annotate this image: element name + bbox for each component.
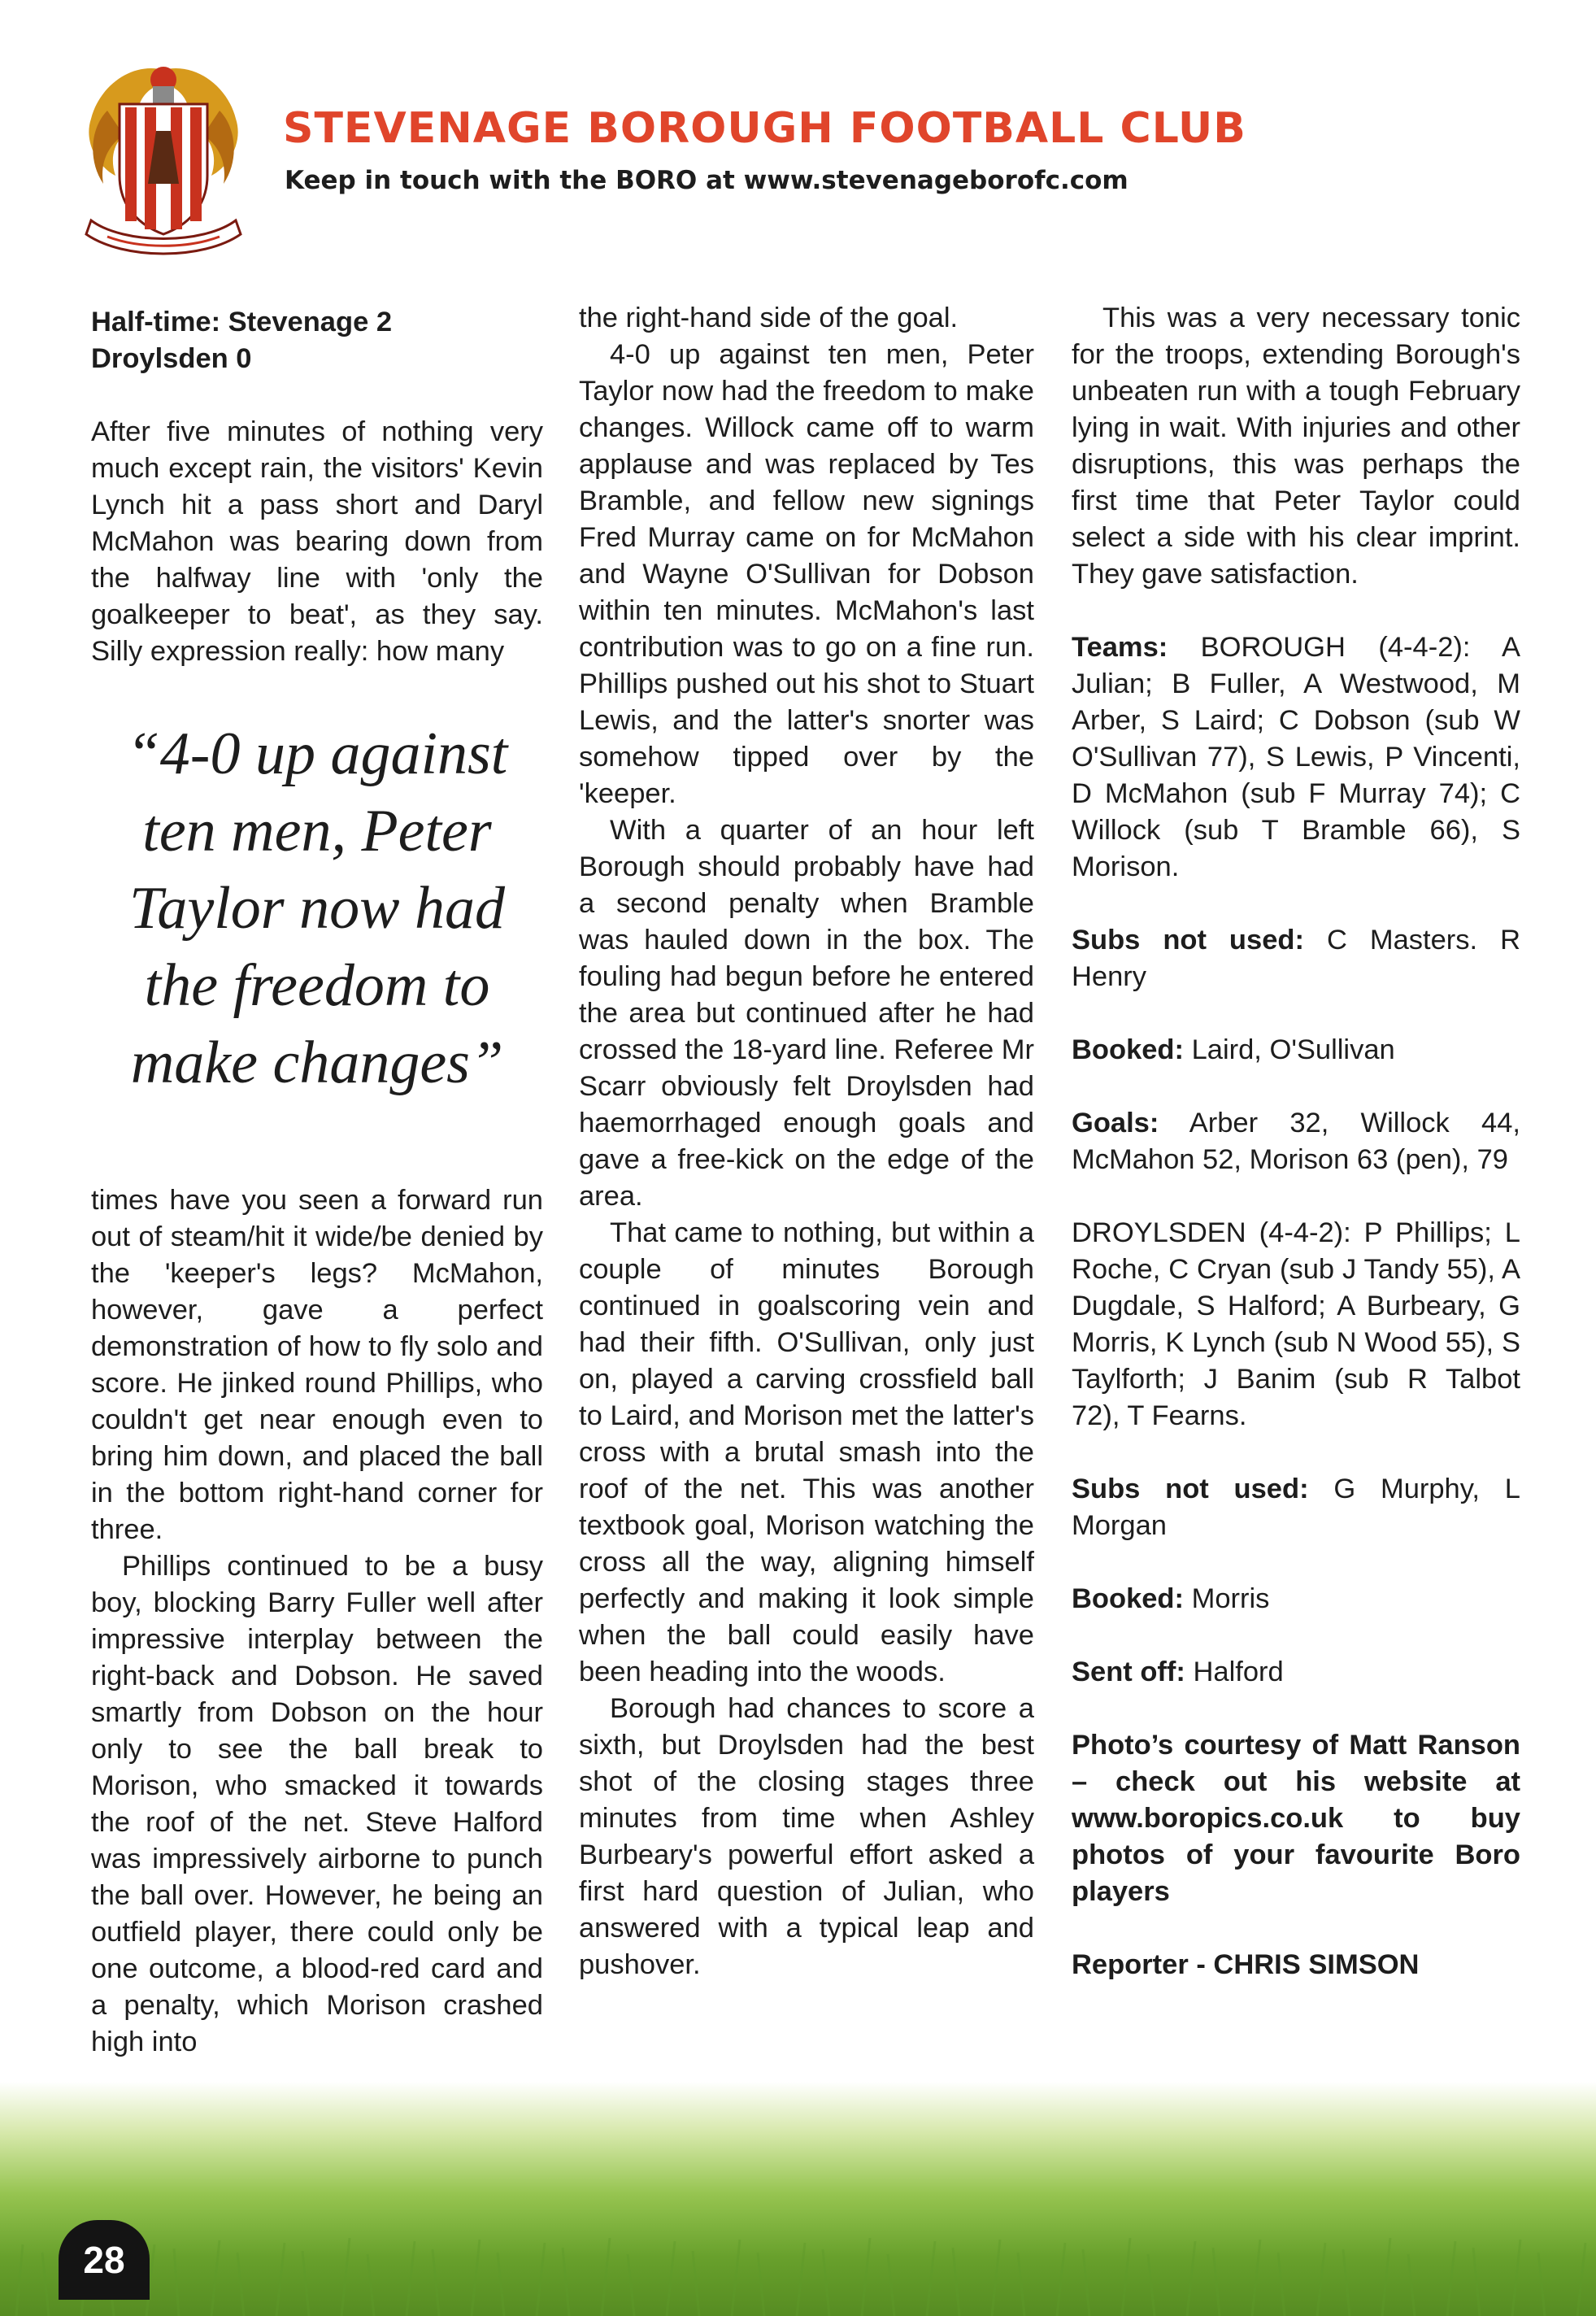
booked-label: Booked:	[1072, 1034, 1184, 1065]
borough-subs-text: C Masters. R Henry	[1072, 925, 1520, 992]
article-column-1-bottom	[91, 1182, 543, 2061]
subs-label: Subs not used:	[1072, 925, 1304, 956]
droylsden-sent-off	[1072, 1654, 1520, 1691]
subs-label: Subs not used:	[1072, 1474, 1309, 1504]
borough-goals-text: Arber 32, Willock 44, McMahon 52, Morison 63 (pen), 79	[1072, 1108, 1520, 1175]
droylsden-lineup: DROYLSDEN (4-4-2): P Phillips; L Roche, C Cryan (sub J Tandy 55), A Dugdale, S Halford; A Burbeary, G Morris, K Lynch (sub N Wood 55), S Taylforth; J Banim (sub R Talbot 72), T Fearns.	[1072, 1217, 1520, 1431]
grass-blades-decoration	[0, 2082, 1596, 2316]
borough-goals	[1072, 1105, 1520, 1178]
article-column-3	[1072, 300, 1520, 1983]
article-paragraph: Borough had chances to score a sixth, but Droylsden had the best shot of the closing stages three minutes from time when Ashley Burbeary's powerful effort asked a first hard question of Julian, who answered with a typical leap and pushover.	[579, 1693, 1034, 1980]
droylsden-sent-off-text: Halford	[1193, 1656, 1284, 1687]
halftime-score-line-2: Droylsden 0	[91, 343, 252, 374]
article-paragraph: Phillips continued to be a busy boy, blocking Barry Fuller well after impressive interplay between the right-back and Dobson. He saved smartly from Dobson on the hour only to see the ball break to Morison, who smacked it towards the roof of the net. Steve Halford was impressively airborne to punch the ball over. However, he being an outfield player, there could only be one outcome, a blood-red card and a penalty, which Morison crashed high into	[91, 1551, 543, 2057]
club-title: STEVENAGE BOROUGH FOOTBALL CLUB	[283, 104, 1246, 153]
droylsden-subs-text: G Murphy, L Morgan	[1072, 1474, 1520, 1541]
borough-booked	[1072, 1032, 1520, 1069]
article-paragraph: 4-0 up against ten men, Peter Taylor now had the freedom to make changes. Willock came off to warm applause and was replaced by Tes Bramble, and fellow new signings Fred Murray came on for McMahon and Wayne O'Sullivan for Dobson within ten minutes. McMahon's last contribution was to go on a fine run. Phillips pushed out his shot to Stuart Lewis, and the latter's snorter was somehow tipped over by the 'keeper.	[579, 339, 1034, 809]
droylsden-booked-text: Morris	[1191, 1583, 1270, 1614]
borough-lineup-text: BOROUGH (4-4-2): A Julian; B Fuller, A Westwood, M Arber, S Laird; C Dobson (sub W O'Sullivan 77), S Lewis, P Vincenti, D McMahon (sub F Murray 74); C Willock (sub T Bramble 66), S Morison.	[1072, 632, 1520, 882]
goals-label: Goals:	[1072, 1108, 1159, 1138]
borough-lineup	[1072, 629, 1520, 886]
borough-booked-text: Laird, O'Sullivan	[1191, 1034, 1395, 1065]
booked-label: Booked:	[1072, 1583, 1184, 1614]
photo-credit: Photo’s courtesy of Matt Ranson – check out his website at www.boropics.co.uk to buy photos of your favourite Boro players	[1072, 1730, 1520, 1907]
article-paragraph: times have you seen a forward run out of steam/hit it wide/be denied by the 'keeper's legs? McMahon, however, gave a perfect demonstration of how to fly solo and score. He jinked round Phillips, who couldn't get near enough even to bring him down, and placed the ball in the bottom right-hand corner for three.	[91, 1185, 543, 1545]
article-paragraph: the right-hand side of the goal.	[579, 303, 959, 333]
droylsden-subs	[1072, 1471, 1520, 1544]
article-paragraph: With a quarter of an hour left Borough should probably have had a second penalty when Bramble was hauled down in the box. The fouling had begun before he entered the area but continued after he had crossed the 18-yard line. Referee Mr Scarr obviously felt Droylsden had haemorrhaged enough goals and gave a free-kick on the edge of the area.	[579, 815, 1034, 1212]
article-column-2	[579, 300, 1034, 1983]
article-column-1-top	[91, 304, 543, 670]
pull-quote: “4-0 up against ten men, Peter Taylor now had the freedom to make changes”	[126, 720, 508, 1096]
halftime-score-line-1: Half-time: Stevenage 2	[91, 307, 393, 337]
article-paragraph: That came to nothing, but within a couple of minutes Borough continued in goalscoring vein and had their fifth. O'Sullivan, only just on, played a carving crossfield ball to Laird, and Morison met the latter's cross with a brutal smash into the roof of the net. This was another textbook goal, Morison watching the cross all the way, aligning himself perfectly and making it look simple when the ball could easily have been heading into the woods.	[579, 1217, 1034, 1687]
article-paragraph: After five minutes of nothing very much except rain, the visitors' Kevin Lynch hit a pass short and Daryl McMahon was bearing down from the halfway line with 'only the goalkeeper to beat', as they say. Silly expression really: how many	[91, 416, 543, 667]
droylsden-booked	[1072, 1581, 1520, 1617]
reporter-credit: Reporter - CHRIS SIMSON	[1072, 1949, 1420, 1980]
sent-off-label: Sent off:	[1072, 1656, 1185, 1687]
article-paragraph: This was a very necessary tonic for the troops, extending Borough's unbeaten run with a tough February lying in wait. With injuries and other disruptions, this was perhaps the first time that Peter Taylor could select a side with his clear imprint. They gave satisfaction.	[1072, 303, 1520, 590]
club-website-line: Keep in touch with the BORO at www.stevenageborofc.com	[285, 166, 1129, 195]
page-number: 28	[59, 2220, 150, 2300]
teams-label: Teams:	[1072, 632, 1168, 663]
club-crest-icon	[75, 54, 252, 260]
borough-subs	[1072, 922, 1520, 995]
